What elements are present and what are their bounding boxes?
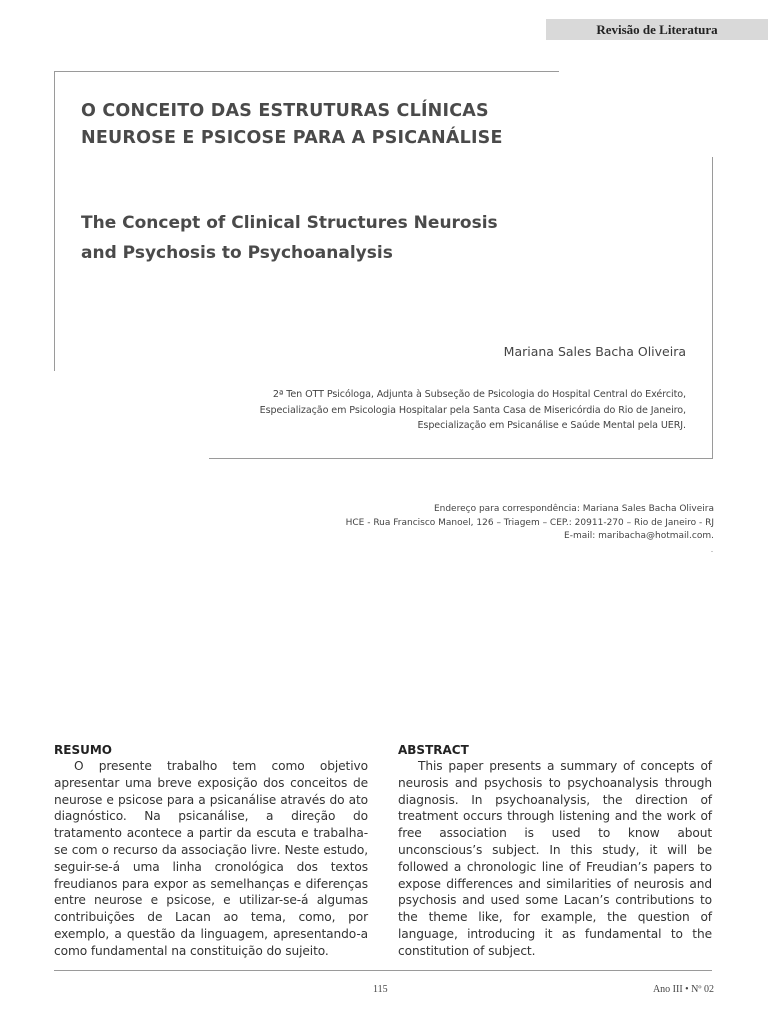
- affiliation-line: Especialização em Psicanálise e Saúde Mental pela UERJ.: [417, 420, 686, 431]
- frame-bottom-line: [209, 458, 713, 459]
- section-label: Revisão de Literatura: [546, 19, 768, 40]
- title-portuguese: [81, 98, 551, 152]
- issue-label: Ano III • Nº 02: [652, 984, 714, 995]
- title-pt-line-2: NEUROSE E PSICOSE PARA A PSICANÁLISE: [81, 128, 503, 148]
- stray-dot: .: [711, 545, 713, 554]
- title-english: [81, 208, 561, 268]
- affiliation-line: 2ª Ten OTT Psicóloga, Adjunta à Subseção de Psicologia do Hospital Central do Exército,: [272, 389, 686, 400]
- abstract-section: [398, 742, 712, 960]
- author-name: Mariana Sales Bacha Oliveira: [503, 344, 686, 359]
- title-en-line-1: The Concept of Clinical Structures Neurosis: [81, 213, 498, 233]
- frame-top-line: [54, 71, 559, 72]
- abstract-heading: ABSTRACT: [398, 743, 469, 757]
- author-affiliation: [206, 387, 686, 434]
- title-pt-line-1: O CONCEITO DAS ESTRUTURAS CLÍNICAS: [81, 101, 489, 121]
- resumo-section: [54, 742, 368, 960]
- correspondence-email[interactable]: E-mail: maribacha@hotmail.com.: [564, 531, 714, 541]
- title-en-line-2: and Psychosis to Psychoanalysis: [81, 243, 393, 263]
- correspondence-line: HCE - Rua Francisco Manoel, 126 – Triagem – CEP.: 20911-270 – Rio de Janeiro - RJ: [345, 517, 714, 528]
- frame-right-line: [712, 157, 713, 458]
- page-number: 115: [373, 984, 388, 995]
- correspondence-line: Endereço para correspondência: Mariana Sales Bacha Oliveira: [433, 504, 714, 514]
- correspondence-block: [214, 503, 714, 544]
- affiliation-line: Especialização em Psicologia Hospitalar pela Santa Casa de Misericórdia do Rio de Janeiro,: [259, 404, 686, 416]
- frame-left-line: [54, 71, 55, 371]
- resumo-heading: RESUMO: [54, 743, 112, 757]
- resumo-text: O presente trabalho tem como objetivo apresentar uma breve exposição dos conceitos de neurose e psicose para a psicanálise através do ato diagnóstico. Na psicanálise, a direção do tratamento acontece a partir da escuta e trabalha-se com o recurso da associação livre. Neste estudo, seguir-se-á uma linha cronológica dos textos freudianos para expor as semelhanças e diferenças entre neurose e psicose, e utilizar-se-á algumas contribuições de Lacan ao tema, como, por exemplo, a questão da linguagem, apresentando-a como fundamental na constituição do sujeito.: [54, 759, 368, 958]
- abstract-text: This paper presents a summary of concepts of neurosis and psychosis to psychoanalysis through diagnosis. In psychoanalysis, the direction of treatment occurs through listening and the work of free association is used to know about unconscious’s subject. In this study, it will be followed a chronologic line of Freudian’s papers to expose differences and similarities of neurosis and psychosis and used some Lacan’s contributions to the theme like, for example, the question of language, introducing it as fundamental to the constitution of subject.: [398, 759, 712, 958]
- footer-divider: [54, 970, 712, 971]
